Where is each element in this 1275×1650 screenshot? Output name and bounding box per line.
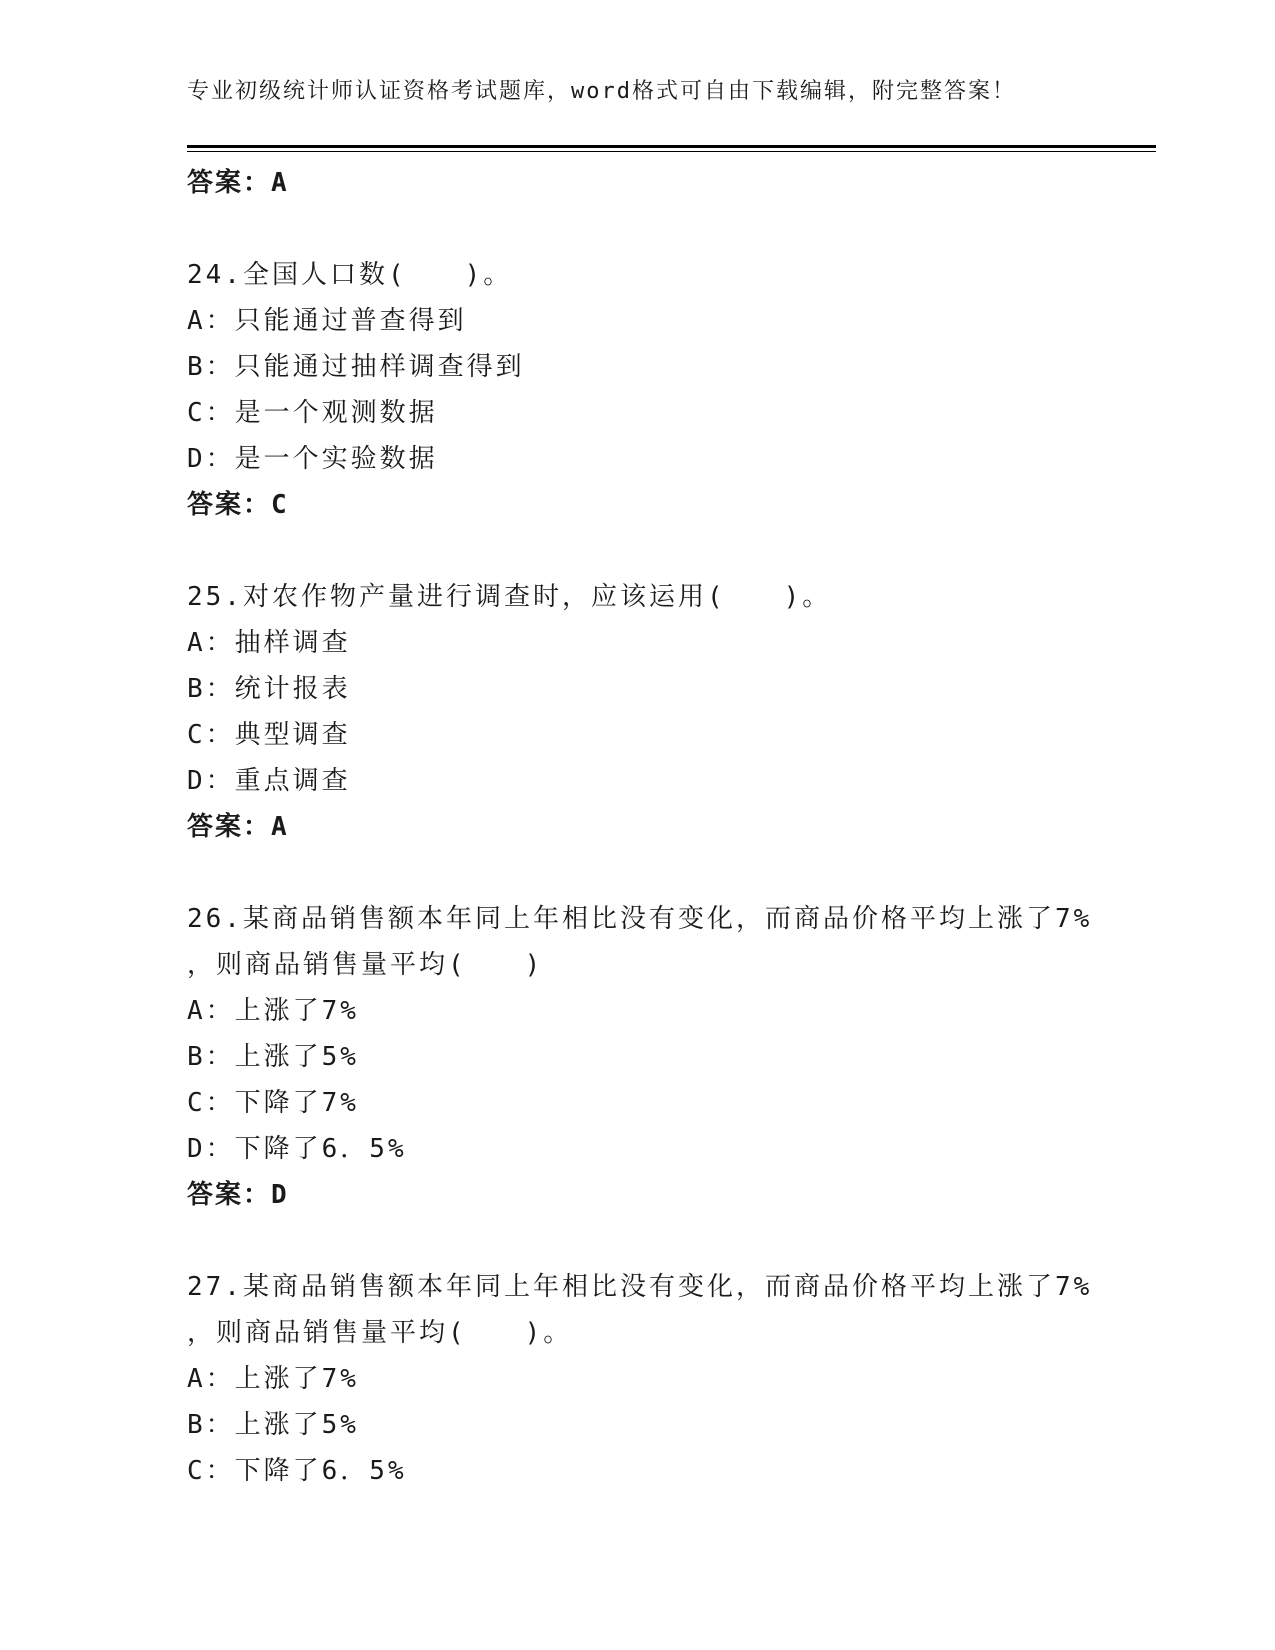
page-header: 专业初级统计师认证资格考试题库，word格式可自由下载编辑，附完整答案！ — [187, 79, 1016, 104]
question-stem: 26.某商品销售额本年同上年相比没有变化，而商品价格平均上涨了7% — [187, 904, 1093, 934]
question-24 — [187, 252, 1157, 528]
option-a: A：上涨了7% — [187, 1364, 359, 1394]
option-d: D：重点调查 — [187, 766, 351, 796]
option-b: B：只能通过抽样调查得到 — [187, 352, 525, 382]
header-rule-thin — [187, 151, 1156, 152]
option-c: C：典型调查 — [187, 720, 351, 750]
question-stem: 25.对农作物产量进行调查时，应该运用( )。 — [187, 582, 832, 612]
option-a: A：上涨了7% — [187, 996, 359, 1026]
option-c: C：下降了7% — [187, 1088, 359, 1118]
question-26 — [187, 896, 1157, 1218]
answer: 答案：D — [187, 1180, 289, 1210]
question-stem: 27.某商品销售额本年同上年相比没有变化，而商品价格平均上涨了7% — [187, 1272, 1093, 1302]
option-b: B：上涨了5% — [187, 1410, 359, 1440]
option-b: B：统计报表 — [187, 674, 351, 704]
answer: 答案：A — [187, 812, 289, 842]
question-stem: 24.全国人口数( )。 — [187, 260, 513, 290]
question-stem-continued: ，则商品销售量平均( )。 — [187, 1318, 573, 1348]
option-b: B：上涨了5% — [187, 1042, 359, 1072]
option-a: A：只能通过普查得到 — [187, 306, 467, 336]
option-d: D：是一个实验数据 — [187, 444, 438, 474]
previous-answer: 答案：A — [187, 168, 289, 198]
header-rule-thick — [187, 145, 1156, 148]
question-stem-continued: ，则商品销售量平均( ) — [187, 950, 544, 980]
option-c: C：下降了6．5% — [187, 1456, 407, 1486]
question-list — [187, 160, 1157, 1494]
option-a: A：抽样调查 — [187, 628, 351, 658]
question-27 — [187, 1264, 1157, 1494]
option-d: D：下降了6．5% — [187, 1134, 407, 1164]
option-c: C：是一个观测数据 — [187, 398, 438, 428]
answer: 答案：C — [187, 490, 289, 520]
question-25 — [187, 574, 1157, 850]
